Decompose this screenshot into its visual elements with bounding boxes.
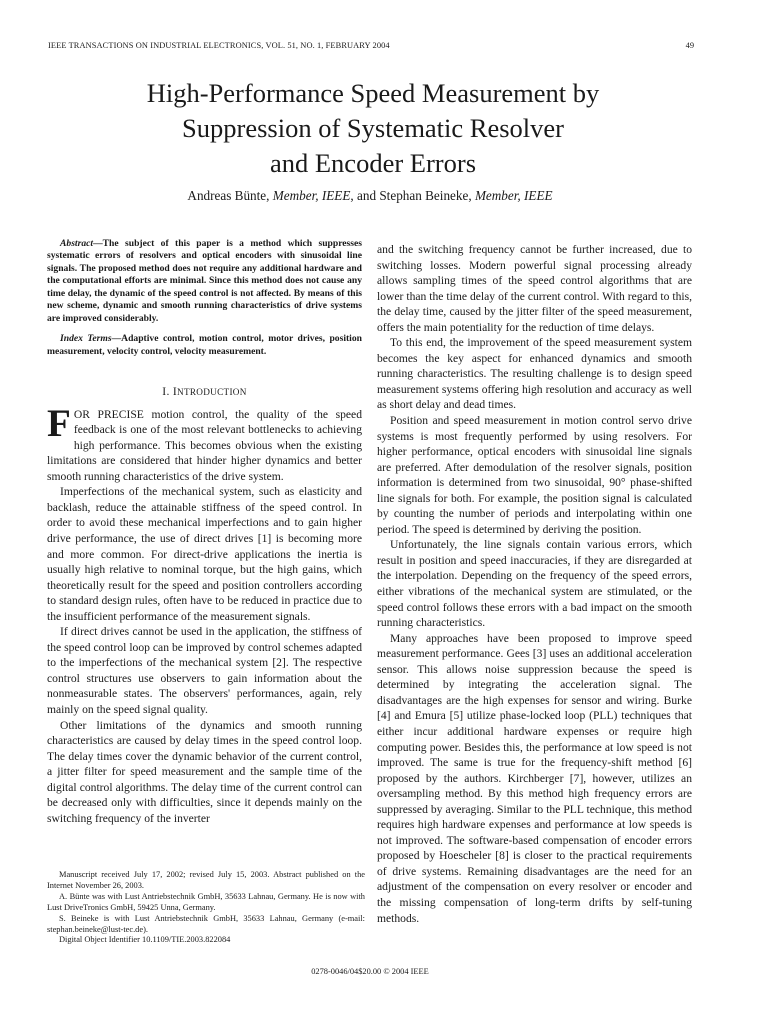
- section-number: I.: [162, 385, 170, 399]
- section-title-initial: I: [172, 385, 178, 399]
- left-column: [47, 238, 362, 826]
- title-line-1: High-Performance Speed Measurement by: [146, 78, 600, 108]
- author-1-name: Andreas Bünte: [187, 188, 267, 203]
- section-heading: [47, 384, 362, 401]
- paper-title: [0, 76, 746, 181]
- right-paragraph-1: and the switching frequency cannot be further increased, due to switching losses. Modern powerful signal processing already allows sampling times of the speed control algorithms that are lower than the time delay of the current control. With regard to this, the delay time, caused by the jitter filter of the speed measurement, offers the main potentiality for the reduction of time delays.: [377, 243, 692, 334]
- right-paragraph-5: Many approaches have been proposed to improve speed measurement performance. Gees [3] uses an additional acceleration sensor. This allows noise suppression because the speed is determined by integrating the acceleration signal. The disadvantages are the high expenses for sensor and wiring. Burke [4] and Emura [5] utilize phase-locked loop (PLL) techniques that either incur additional hardware expenses or require high computing power. Besides this, the performance at low speed is not improved. The same is true for the frequency-shift method [6] proposed by the authors. Kirchberger [7], however, utilizes an oversampling method. By this method high frequency errors are suppressed by averaging. Similar to the PLL technique, this method requires high hardware expenses and performance at low speeds is not improved. The software-based compensation of encoder errors proposed by Hoescheler [8] is closer to the practical requirements of drive systems. Remaining disadvantages are the need for an adjustment of the compensation on every resolver or encoder and the missing compensation of long-term drifts by self-tuning methods.: [377, 631, 692, 925]
- index-terms-label: Index Terms: [60, 333, 112, 345]
- page-number: 49: [685, 41, 694, 50]
- right-paragraph-4: Unfortunately, the line signals contain various errors, which result in position and speed inaccuracies, if they are disregarded at the interpolation. Depending on the frequency of the speed errors, either vibrations of the mechanical system are stimulated, or the speed control follows these errors with a bad impact on the smooth running characteristics.: [377, 538, 692, 630]
- right-paragraph-2: To this end, the improvement of the speed measurement system becomes the key aspect for enhanced dynamics and smooth running characteristics. The resulting challenge is to design speed measurement systems offering high resolution and accuracy as well as short delay and dead times.: [377, 336, 692, 412]
- running-header: IEEE TRANSACTIONS ON INDUSTRIAL ELECTRONICS, VOL. 51, NO. 1, FEBRUARY 2004: [48, 41, 390, 50]
- intro-paragraph-2: Imperfections of the mechanical system, such as elasticity and backlash, reduce the attainable stiffness of the speed control. In order to avoid these mechanical imperfections and to gain higher drive performance, the use of direct drives [1] is becoming more and more common. For direct-drive applications the inertia is usually high relative to nominal torque, but the high gains, which theoretically result for the speed and position controllers according to standard design rules, often have to be reduced in practice due to the insufficient performance of the measurement signals.: [47, 485, 362, 623]
- drop-cap: F: [47, 401, 71, 445]
- intro-paragraph-4: Other limitations of the dynamics and smooth running characteristics are caused by delay times in the speed control loop. The delay times cover the dynamic behavior of the current control, a jitter filter for speed measurement and the sample time of the digital control algorithms. The delay time of the current control can be decreased only with difficulties, since it depends mainly on the switching frequency of the inverter: [47, 718, 362, 825]
- footnote-author-a: A. Bünte was with Lust Antriebstechnik GmbH, 35633 Lahnau, Germany. He is now with Lust DriveTronics GmbH, 59425 Unna, Germany.: [47, 891, 365, 912]
- footnotes: [47, 870, 365, 946]
- index-terms: [47, 333, 362, 358]
- intro-paragraph-1: [47, 401, 362, 485]
- intro-paragraph-3: If direct drives cannot be used in the application, the stiffness of the speed control loop can be improved by control schemes adapted to the imperfections of the mechanical system [2]. The respective control structures use observers to gain information about the nonmeasurable states. The observers' performances, again, rely mainly on the speed signal quality.: [47, 625, 362, 717]
- section-title-rest: NTRODUCTION: [177, 387, 247, 398]
- author-line: Andreas Bünte, Member, IEEE, and Stephan Beineke, Member, IEEE: [187, 188, 553, 203]
- title-line-2: Suppression of Systematic Resolver: [182, 113, 564, 143]
- author-2-name: Stephan Beineke: [379, 188, 469, 203]
- index-terms-text: —Adaptive control, motion control, motor drives, position measurement, velocity control, velocity measurement.: [47, 333, 362, 357]
- footnote-received: Manuscript received July 17, 2002; revised July 15, 2003. Abstract published on the Internet November 26, 2003.: [47, 870, 365, 890]
- title-line-3: and Encoder Errors: [269, 148, 477, 178]
- right-column: [377, 242, 692, 926]
- abstract-label: Abstract: [60, 238, 94, 249]
- right-paragraph-3: Position and speed measurement in motion control servo drive systems is most frequently performed by using resolvers. For higher performance, optical encoders with sinusoidal line signals are preferred. After demodulation of the resolver signals, position information is determined from two sinusoidal, 90° phase-shifted line signals for both. For example, the position signal is calculated by counting the number of periods and interpolating within one period. The speed is determined by deriving the position.: [377, 414, 692, 536]
- abstract: [47, 238, 362, 325]
- author-conjunction: , and: [350, 188, 377, 203]
- author-2-role: Member, IEEE: [474, 188, 553, 203]
- abstract-text: —The subject of this paper is a method which suppresses systematic errors of resolvers and optical encoders with sinusoidal line signals. The proposed method does not require any additional hardware and the computational efforts are minimal. Since this method does not cause any time delay, the dynamic of the speed control is not affected. By means of this new scheme, dynamic and smooth running characteristics of drive systems are improved considerably.: [47, 238, 362, 324]
- footnote-author-b: S. Beineke is with Lust Antriebstechnik GmbH, 35633 Lahnau, Germany (e-mail: stephan.beineke@lust-tec.de).: [47, 913, 365, 934]
- author-1-role: Member, IEEE: [272, 188, 351, 203]
- footnote-doi: Digital Object Identifier 10.1109/TIE.2003.822084: [59, 935, 231, 945]
- copyright-line: 0278-0046/04$20.00 © 2004 IEEE: [311, 967, 429, 976]
- intro-paragraph-1-text: OR PRECISE motion control, the quality of the speed feedback is one of the most relevant bottlenecks to achieving high performance. This becomes obvious when the existing limitations are considered that hinder higher dynamics and better smooth running characteristics of the drive system.: [47, 407, 362, 483]
